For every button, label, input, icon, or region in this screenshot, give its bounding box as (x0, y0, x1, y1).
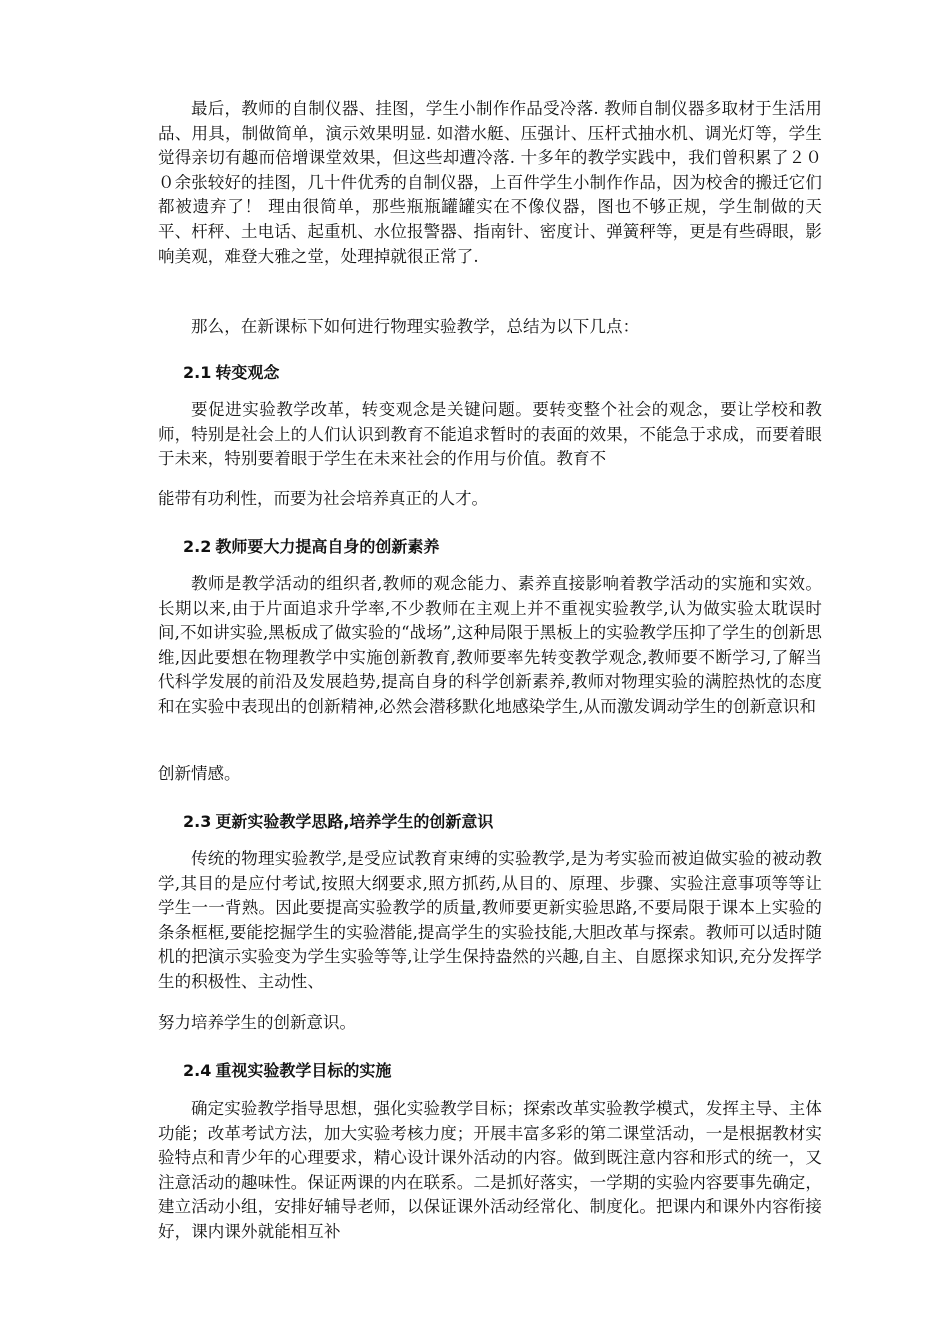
paragraph-update-teaching-end: 努力培养学生的创新意识。 (158, 1013, 356, 1032)
paragraph-update-teaching: 传统的物理实验教学,是受应试教育束缚的实验教学,是为考实验而被迫做实验的被动教学,其目的是应付考试,按照大纲要求,照方抓药,从目的、原理、步骤、实验注意事项等等让学生一一背熟。因此要提高实验教学的质量,教师要更新实验思路,不要局限于课本上实验的条条框框,要能挖掘学生的实验潜能,提高学生的实验技能,大胆改革与探索。教师可以适时随机的把演示实验变为学生实验等等,让学生保持盎然的兴趣,自主、自愿探求知识,充分发挥学生的积极性、主动性、 (158, 849, 822, 991)
section-title: 转变观念 (215, 363, 280, 382)
section-number: 2.1 (183, 363, 212, 382)
section-number: 2.3 (183, 812, 212, 831)
paragraph-change-concept: 要促进实验教学改革，转变观念是关键问题。要转变整个社会的观念，要让学校和教师，特别是社会上的人们认识到教育不能追求暂时的表面的效果，不能急于求成，而要着眼于未来，特别要着眼于学生在未来社会的作用与价值。教育不 (158, 400, 822, 469)
section-title: 教师要大力提高自身的创新素养 (215, 537, 440, 556)
paragraph-teacher-innovation: 教师是教学活动的组织者,教师的观念能力、素养直接影响着教学活动的实施和实效。长期以来,由于片面追求升学率,不少教师在主观上并不重视实验教学,认为做实验太耽误时间,不如讲实验,黑板成了做实验的“战场”,这种局限于黑板上的实验教学压抑了学生的创新思维,因此要想在物理教学中实施创新教育,教师要率先转变教学观念,教师要不断学习,了解当代科学发展的前沿及发展趋势,提高自身的科学创新素养,教师对物理实验的满腔热忱的态度和在实验中表现出的创新精神,必然会潜移默化地感染学生,从而激发调动学生的创新意识和 (158, 574, 822, 716)
section-heading-2-4 (183, 1060, 823, 1082)
section-number: 2.4 (183, 1061, 212, 1080)
section-title: 重视实验教学目标的实施 (215, 1061, 392, 1080)
section-number: 2.2 (183, 537, 212, 556)
section-heading-2-2 (183, 536, 823, 558)
section-title: 更新实验教学思路,培养学生的创新意识 (215, 812, 494, 831)
paragraph-teacher-innovation-end: 创新情感。 (158, 764, 241, 783)
section-heading-2-3 (183, 811, 823, 833)
paragraph-self-made-instruments: 最后，教师的自制仪器、挂图，学生小制作作品受冷落. 教师自制仪器多取材于生活用品、用具，制做简单，演示效果明显. 如潜水艇、压强计、压杆式抽水机、调光灯等，学生觉得亲切有趣而倍增课堂效果，但这些却遭冷落. 十多年的教学实践中，我们曾积累了２００余张较好的挂图，几十件优秀的自制仪器，上百件学生小制作作品，因为校舍的搬迁它们都被遗弃了！ 理由很简单，那些瓶瓶罐罐实在不像仪器，图也不够正规，学生制做的天平、杆秤、土电话、起重机、水位报警器、指南针、密度计、弹簧秤等，更是有些碍眼，影响美观，难登大雅之堂，处理掉就很正常了. (158, 99, 822, 266)
paragraph-change-concept-end: 能带有功利性，而要为社会培养真正的人才。 (158, 489, 488, 508)
section-heading-2-1 (183, 362, 823, 384)
paragraph-teaching-goals: 确定实验教学指导思想，强化实验教学目标；探索改革实验教学模式，发挥主导、主体功能；改革考试方法，加大实验考核力度；开展丰富多彩的第二课堂活动，一是根据教材实验特点和青少年的心理要求，精心设计课外活动的内容。做到既注意内容和形式的统一，又注意活动的趣味性。保证两课的内在联系。二是抓好落实，一学期的实验内容要事先确定，建立活动小组，安排好辅导老师，以保证课外活动经常化、制度化。把课内和课外内容衔接好，课内课外就能相互补 (158, 1099, 822, 1241)
paragraph-intro-points: 那么，在新课标下如何进行物理实验教学，总结为以下几点： (191, 317, 640, 336)
